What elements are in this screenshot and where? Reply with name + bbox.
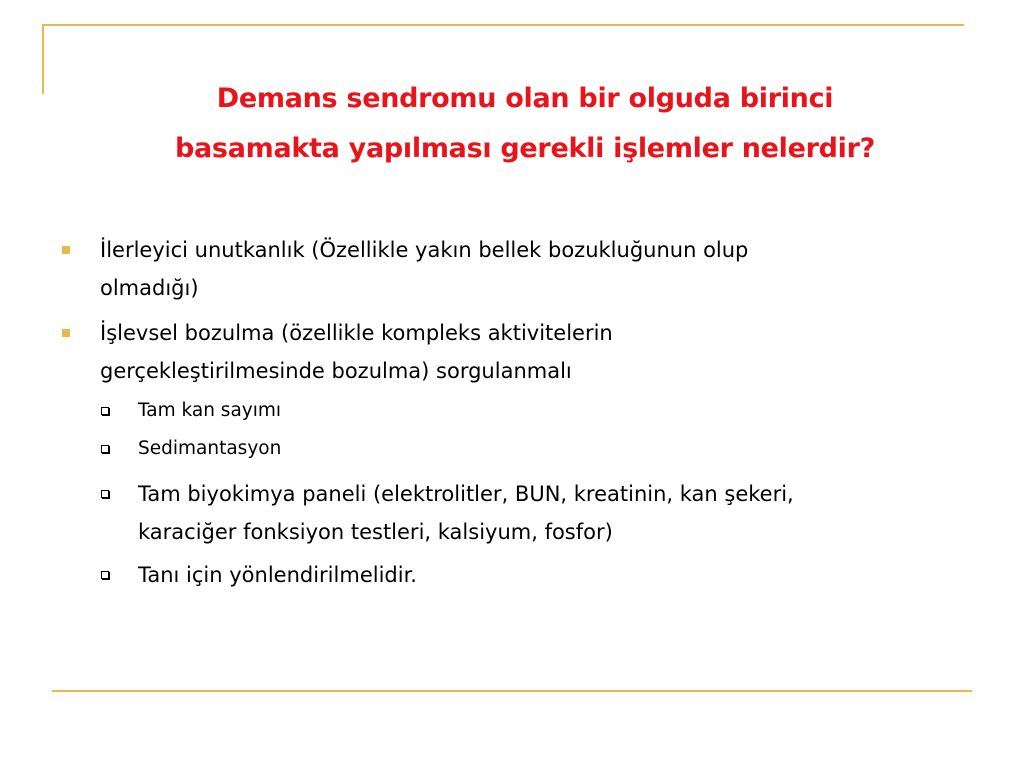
hollow-square-bullet-icon: [101, 407, 109, 415]
sub-list-item: [138, 556, 1008, 594]
list-item-text: gerçekleştirilmesinde bozulma) sorgulanmalı: [100, 359, 572, 383]
slide-title: [60, 74, 990, 174]
list-item-text: İlerleyici unutkanlık (Özellikle yakın bellek bozukluğunun olup: [100, 238, 749, 262]
sub-list-item: [138, 432, 1008, 465]
hollow-square-bullet-icon: [101, 571, 109, 579]
hollow-square-bullet-icon: [101, 445, 109, 453]
sub-list-item-text: Tanı için yönlendirilmelidir.: [138, 563, 417, 587]
hollow-square-bullet-icon: [101, 490, 109, 498]
list-item: [100, 231, 980, 307]
frame-bottom-rule: [52, 690, 972, 692]
sub-list-item-text: karaciğer fonksiyon testleri, kalsiyum, fosfor): [138, 520, 613, 544]
list-item: [100, 314, 980, 390]
list-item-text: İşlevsel bozulma (özellikle kompleks aktivitelerin: [100, 321, 613, 345]
square-bullet-icon: [62, 246, 70, 254]
slide-title-line-1: Demans sendromu olan bir olguda birinci: [216, 83, 834, 114]
list-item-text: olmadığı): [100, 276, 199, 300]
sub-list-item: [138, 475, 1008, 551]
sub-list-item-text: Tam biyokimya paneli (elektrolitler, BUN, kreatinin, kan şekeri,: [138, 482, 794, 506]
frame-top-rule: [42, 24, 964, 26]
square-bullet-icon: [62, 329, 70, 337]
frame-left-rule: [42, 24, 44, 94]
sub-list-item: [138, 394, 1008, 427]
sub-list-item-text: Tam kan sayımı: [138, 400, 282, 421]
slide-title-line-2: basamakta yapılması gerekli işlemler nelerdir?: [174, 133, 876, 164]
sub-list-item-text: Sedimantasyon: [138, 438, 282, 459]
